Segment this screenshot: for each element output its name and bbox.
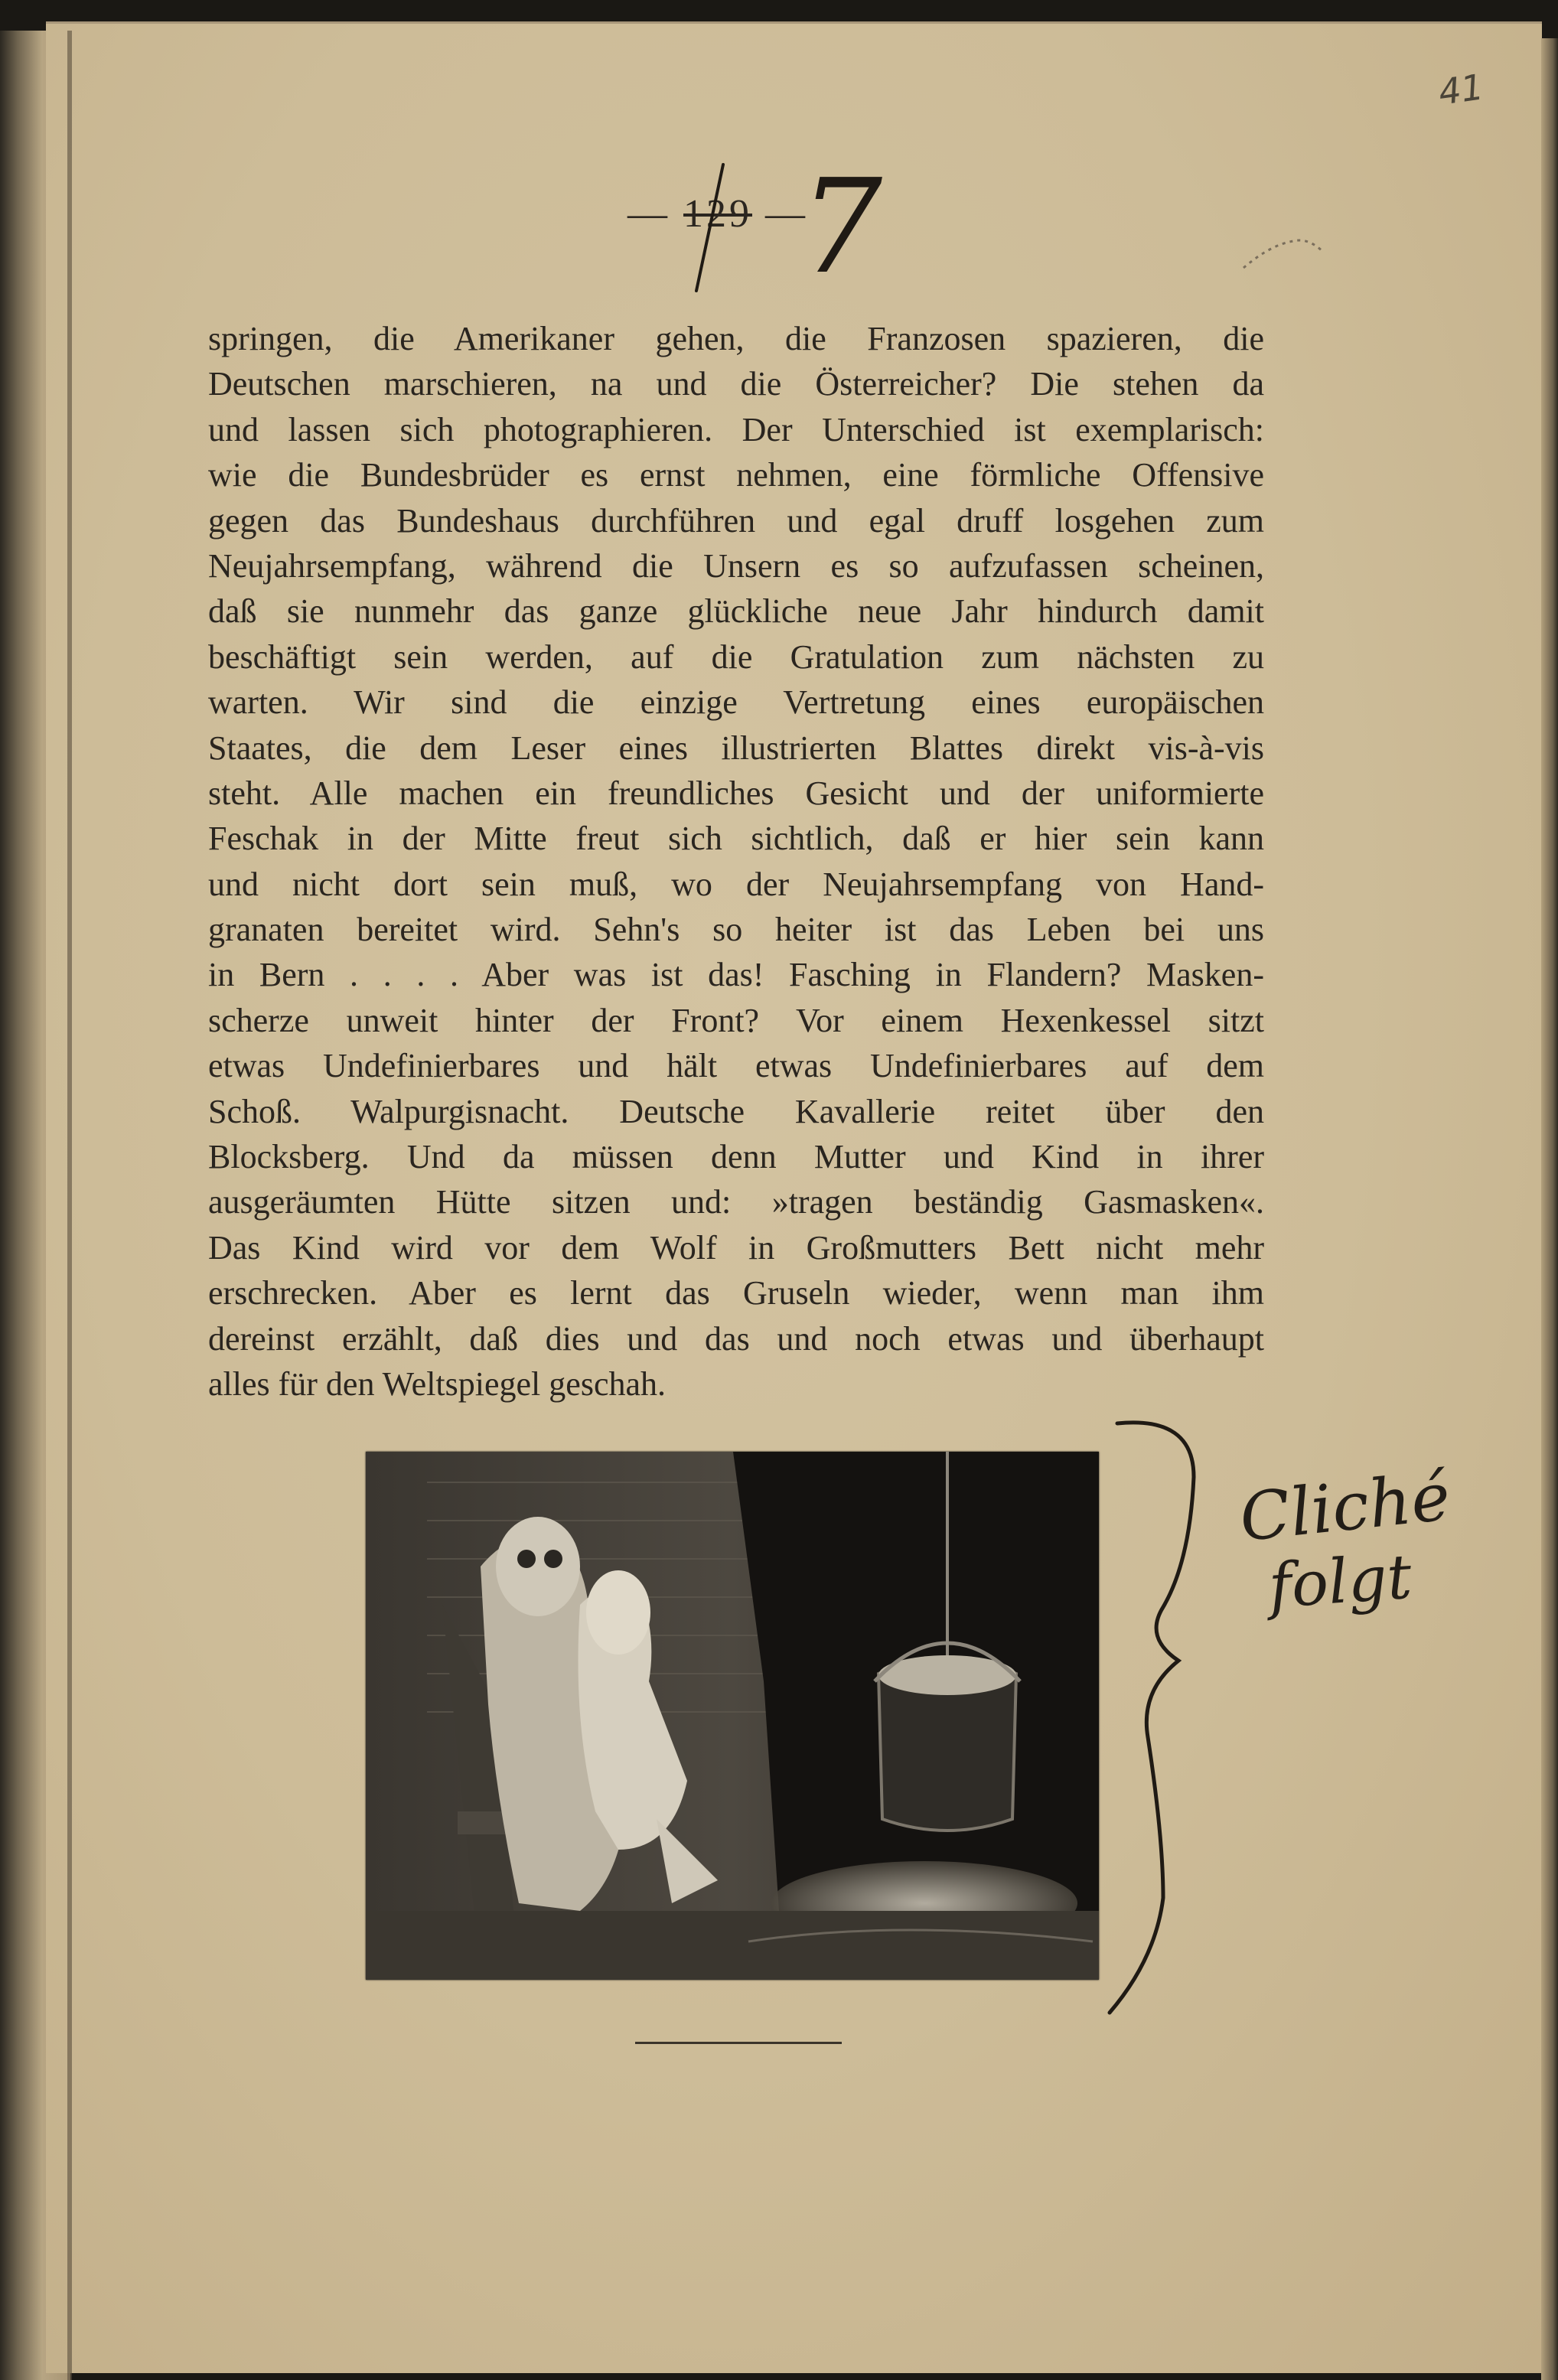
text-line: Neujahrsempfang, während die Unsern es so aufzufassen scheinen,	[208, 546, 1264, 585]
end-rule	[635, 2042, 842, 2044]
text-line: dereinst erzählt, daß dies und das und noch etwas und überhaupt	[208, 1319, 1264, 1358]
handwritten-page-correction	[693, 157, 891, 295]
text-line: gegen das Bundeshaus durchführen und egal druff losgehen zum	[208, 501, 1264, 540]
text-line: Das Kind wird vor dem Wolf in Großmutters Bett nicht mehr	[208, 1228, 1264, 1267]
pencil-mark	[1240, 230, 1331, 275]
text-line: Staates, die dem Leser eines illustrierten Blattes direkt vis-à-vis	[208, 729, 1264, 767]
text-line: springen, die Amerikaner gehen, die Franzosen spazieren, die	[208, 320, 1264, 357]
text-line: wie die Bundesbrüder es ernst nehmen, eine förmliche Offensive	[208, 456, 1264, 494]
text-line: und lassen sich photographieren. Der Unterschied ist exemplarisch:	[208, 410, 1264, 448]
text-line: etwas Undefinierbares und hält etwas Undefinierbares auf dem	[208, 1047, 1264, 1085]
text-line: daß sie nunmehr das ganze glückliche neue Jahr hindurch damit	[208, 592, 1264, 631]
page-number-struck: 129	[683, 192, 752, 236]
text-line: alles für den Weltspiegel geschah.	[208, 1364, 666, 1403]
text-line: und nicht dort sein muß, wo der Neujahrsempfang von Hand-	[208, 865, 1264, 903]
text-line: Schoß. Walpurgisnacht. Deutsche Kavallerie reitet über den	[208, 1092, 1264, 1130]
text-line: scherze unweit hinter der Front? Vor einem Hexenkessel sitzt	[208, 1001, 1264, 1039]
photograph-gasmask-mother-child	[366, 1452, 1099, 1980]
text-line: erschrecken. Aber es lernt das Gruseln wieder, wenn man ihm	[208, 1274, 1264, 1312]
handwritten-margin-note	[1232, 1458, 1462, 1699]
page-number-dash-right: —	[765, 192, 808, 236]
handwritten-brace	[1102, 1408, 1217, 2020]
body-text	[208, 316, 1264, 1407]
margin-note-line-1: Cliché	[1236, 1458, 1454, 1557]
text-line: warten. Wir sind die einzige Vertretung eines europäischen	[208, 683, 1264, 722]
text-line: Blocksberg. Und da müssen denn Mutter und Kind in ihrer	[208, 1138, 1264, 1176]
text-line: granaten bereitet wird. Sehn's so heiter ist das Leben bei uns	[208, 911, 1264, 949]
text-line: Deutschen marschieren, na und die Österreicher? Die stehen da	[208, 365, 1264, 403]
page-number-dash-left: —	[627, 192, 670, 236]
text-line: Feschak in der Mitte freut sich sichtlich, daß er hier sein kann	[208, 820, 1264, 858]
archive-folio-number: 41	[1436, 66, 1487, 113]
handwritten-page-number: 7	[800, 157, 883, 295]
text-line: in Bern . . . . Aber was ist das! Fasching in Flandern? Masken-	[208, 956, 1264, 994]
right-page-edge	[1541, 38, 1558, 2380]
text-line: ausgeräumten Hütte sitzen und: »tragen beständig Gasmasken«.	[208, 1183, 1264, 1221]
binding-gutter	[67, 31, 72, 2380]
margin-note-line-2: folgt	[1266, 1540, 1414, 1622]
text-line: steht. Alle machen ein freundliches Gesicht und der uniformierte	[208, 774, 1264, 812]
text-line: beschäftigt sein werden, auf die Gratulation zum nächsten zu	[208, 637, 1264, 676]
